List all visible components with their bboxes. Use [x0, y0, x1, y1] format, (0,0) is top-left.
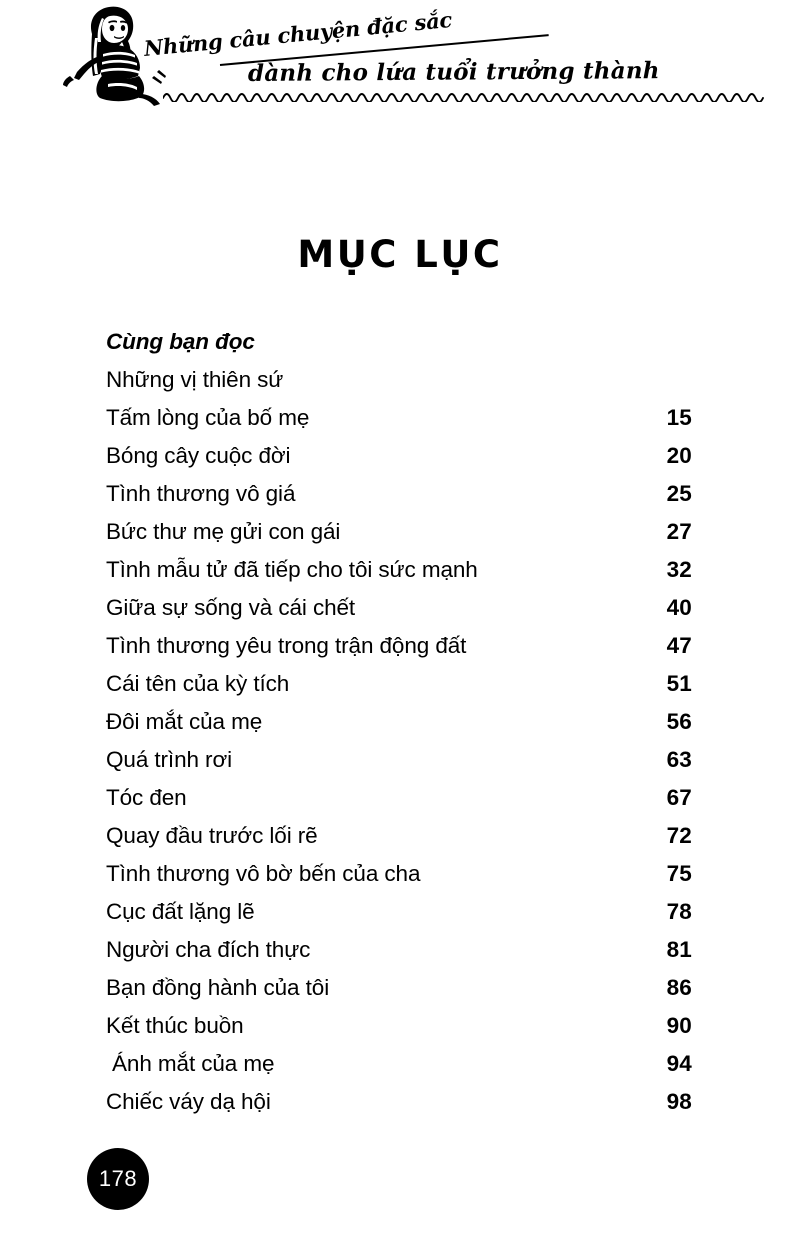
toc-entry-page-number: 81 [666, 937, 692, 962]
toc-entry-title: Chiếc váy dạ hội [106, 1089, 271, 1114]
toc-entry-page-number: 51 [666, 671, 692, 696]
toc-entry-page-number: 32 [666, 557, 692, 582]
toc-entry[interactable] [106, 1045, 692, 1083]
toc-entry-title: Tình thương vô giá [106, 481, 296, 506]
toc-entry-title: Quay đầu trước lối rẽ [106, 823, 318, 848]
toc-entry[interactable] [106, 551, 692, 589]
toc-entry-title: Người cha đích thực [106, 937, 311, 962]
toc-entry[interactable] [106, 1083, 692, 1121]
toc-entry-title: Ánh mắt của mẹ [112, 1051, 275, 1076]
toc-entry-page-number: 94 [666, 1051, 692, 1076]
toc-entry-title: Cùng bạn đọc [106, 329, 255, 354]
toc-entry-title: Cục đất lặng lẽ [106, 899, 255, 924]
toc-entry[interactable] [106, 399, 692, 437]
toc-entry-page-number: 86 [666, 975, 692, 1000]
toc-entry[interactable] [106, 741, 692, 779]
toc-entry-title: Kết thúc buồn [106, 1013, 244, 1038]
toc-entry-title: Tình thương vô bờ bến của cha [106, 861, 421, 886]
toc-entry[interactable] [106, 779, 692, 817]
toc-entry[interactable] [106, 665, 692, 703]
toc-entry[interactable] [106, 703, 692, 741]
toc-entry-title: Tình thương yêu trong trận động đất [106, 633, 467, 658]
toc-entry[interactable] [106, 589, 692, 627]
toc-entry-title: Bóng cây cuộc đời [106, 443, 291, 468]
toc-entry[interactable] [106, 969, 692, 1007]
toc-entry-page-number: 20 [666, 443, 692, 468]
toc-entry-page-number: 72 [666, 823, 692, 848]
toc-entry[interactable] [106, 323, 692, 361]
header-title-line-1: Những câu chuyện đặc sắc [142, 6, 454, 61]
header-title-line-2: dành cho lứa tuổi trưởng thành [247, 57, 660, 87]
page-header [0, 0, 800, 120]
toc-entry-page-number: 90 [666, 1013, 692, 1038]
toc-entry[interactable] [106, 855, 692, 893]
toc-entry-title: Quá trình rơi [106, 747, 232, 772]
toc-entry[interactable] [106, 475, 692, 513]
toc-entry[interactable] [106, 513, 692, 551]
toc-entry-page-number: 75 [666, 861, 692, 886]
toc-entry-title: Bức thư mẹ gửi con gái [106, 519, 341, 544]
toc-entry-title: Tình mẫu tử đã tiếp cho tôi sức mạnh [106, 557, 478, 582]
page-title: MỤC LỤC [297, 233, 503, 276]
header-title-group [130, 6, 750, 96]
toc-entry-page-number: 40 [666, 595, 692, 620]
toc-entry-page-number: 98 [666, 1089, 692, 1114]
toc-entry-title: Cái tên của kỳ tích [106, 671, 290, 696]
toc-entry-page-number: 78 [666, 899, 692, 924]
toc-entry-page-number: 67 [666, 785, 692, 810]
page-number-badge: 178 [87, 1148, 149, 1210]
toc-entry-title: Đôi mắt của mẹ [106, 709, 263, 734]
toc-entry[interactable] [106, 931, 692, 969]
toc-entry[interactable] [106, 437, 692, 475]
toc-entry-title: Tóc đen [106, 785, 187, 810]
toc-entry[interactable] [106, 1007, 692, 1045]
toc-entry-title: Những vị thiên sứ [106, 367, 284, 392]
toc-entry-page-number: 63 [666, 747, 692, 772]
toc-entry-page-number: 25 [666, 481, 692, 506]
toc-entry[interactable] [106, 361, 692, 399]
toc-entry-page-number: 47 [666, 633, 692, 658]
toc-entry-page-number: 56 [666, 709, 692, 734]
toc-entry-title: Tấm lòng của bố mẹ [106, 405, 310, 430]
wavy-divider [163, 88, 765, 102]
toc-entry-title: Bạn đồng hành của tôi [106, 975, 330, 1000]
toc-entry[interactable] [106, 817, 692, 855]
toc-entry[interactable] [106, 893, 692, 931]
toc-entry-page-number: 27 [666, 519, 692, 544]
table-of-contents [106, 323, 692, 1121]
toc-entry-title: Giữa sự sống và cái chết [106, 595, 356, 620]
toc-entry[interactable] [106, 627, 692, 665]
toc-entry-page-number: 15 [666, 405, 692, 430]
